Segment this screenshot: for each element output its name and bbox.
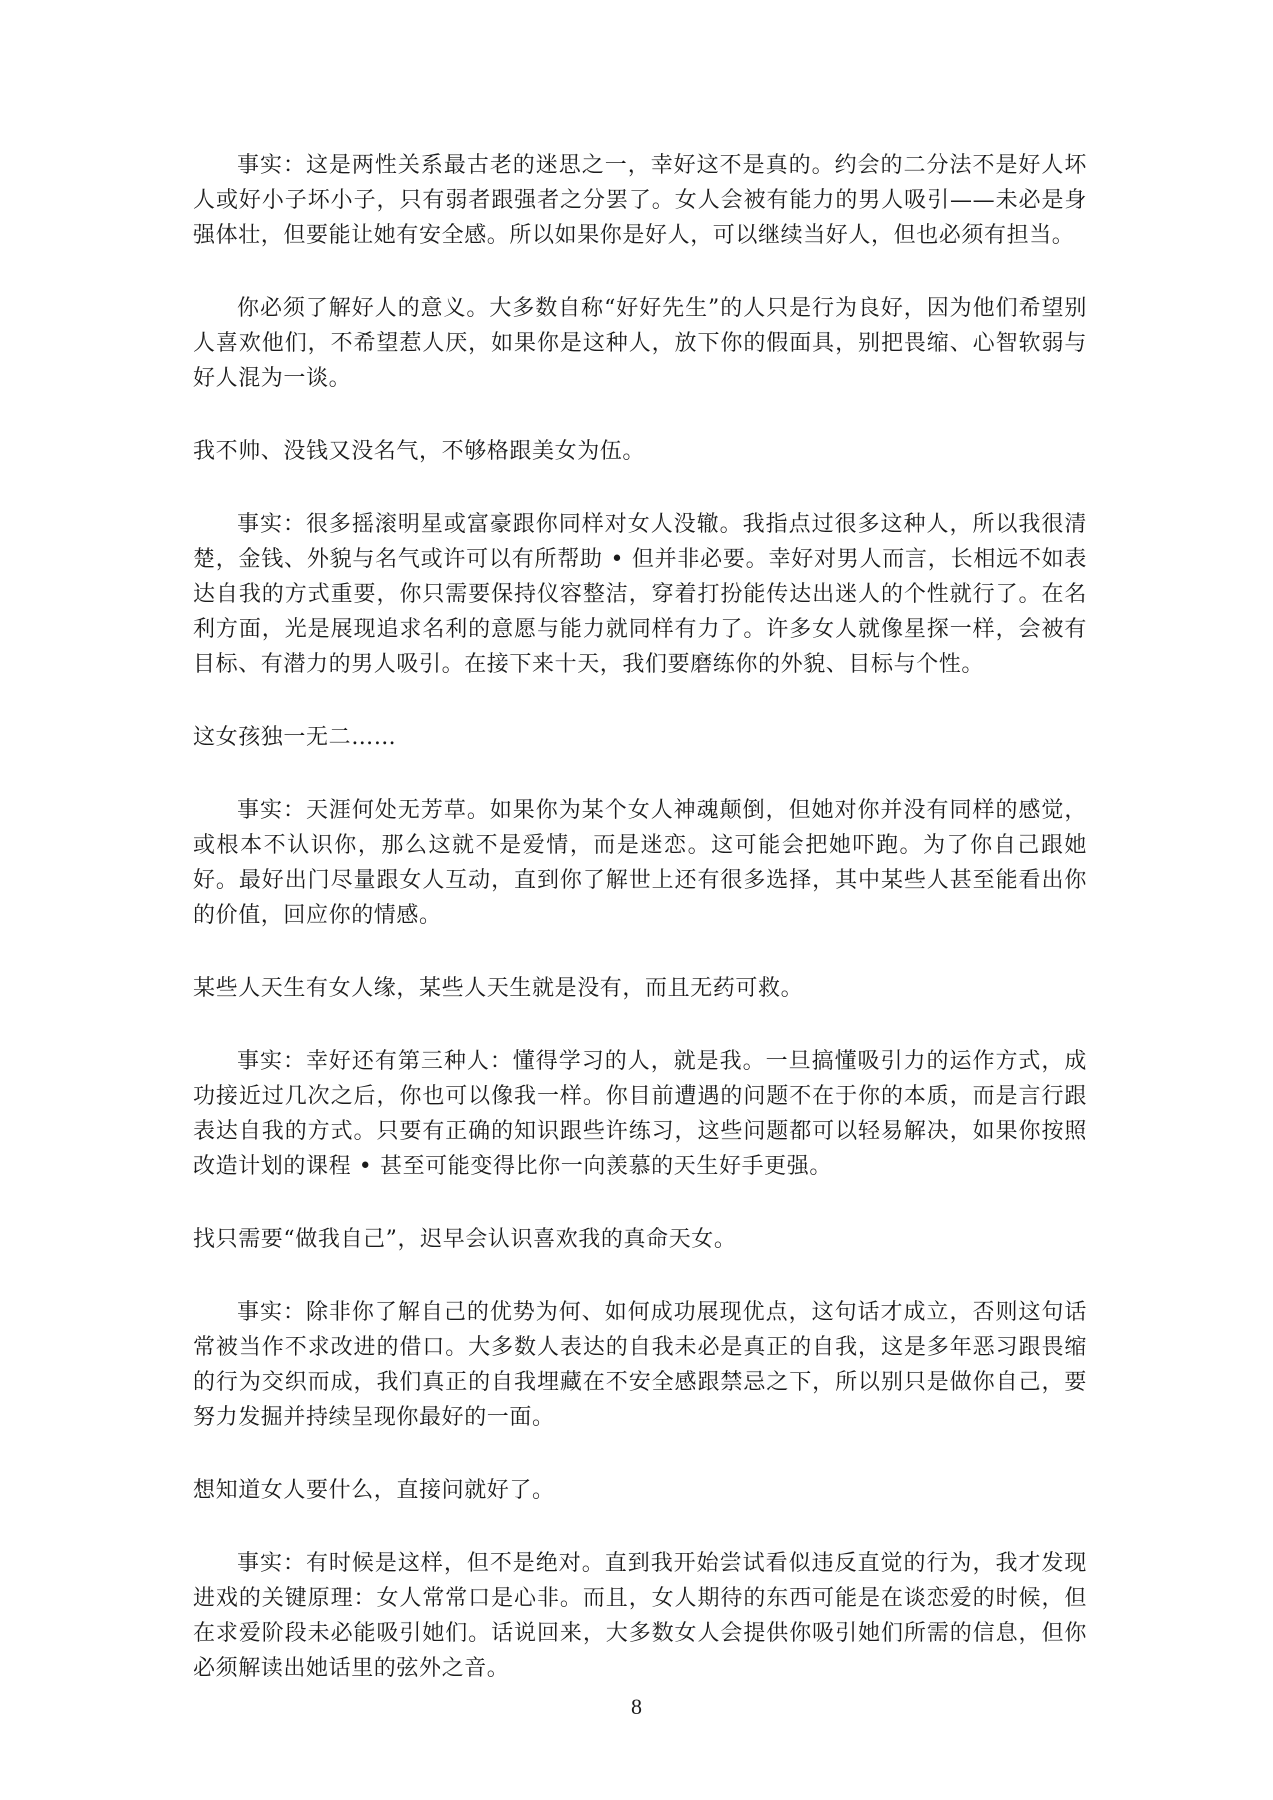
myth-heading: 某些人天生有女人缘，某些人天生就是没有，而且无药可救。 (193, 976, 804, 1001)
paragraph: 事实：天涯何处无芳草。如果你为某个女人神魂颠倒，但她对你并没有同样的感觉，或根本不认识你，那么这就不是爱情，而是迷恋。这可能会把她吓跑。为了你自己跟她好。最好出门尽量跟女人互动，直到你了解世上还有很多选择，其中某些人甚至能看出你的价值，回应你的情感。 (193, 798, 1087, 928)
myth-heading: 想知道女人要什么，直接问就好了。 (193, 1478, 555, 1503)
myth-heading: 我不帅、没钱又没名气，不够格跟美女为伍。 (193, 439, 646, 464)
myth-heading: 找只需要“做我自己”，迟早会认识喜欢我的真命天女。 (193, 1227, 737, 1252)
page-number: 8 (631, 1694, 642, 1719)
paragraph: 事实：有时候是这样，但不是绝对。直到我开始尝试看似违反直觉的行为，我才发现进戏的关键原理：女人常常口是心非。而且，女人期待的东西可能是在谈恋爱的时候，但在求爱阶段未必能吸引她们。话说回来，大多数女人会提供你吸引她们所需的信息，但你必须解读出她话里的弦外之音。 (193, 1551, 1087, 1681)
paragraph: 事实：很多摇滚明星或富豪跟你同样对女人没辙。我指点过很多这种人，所以我很清楚，金钱、外貌与名气或许可以有所帮助 • 但并非必要。幸好对男人而言，长相远不如表达自我的方式重要，你只需要保持仪容整洁，穿着打扮能传达出迷人的个性就行了。在名利方面，光是展现追求名利的意愿与能力就同样有力了。许多女人就像星探一样，会被有目标、有潜力的男人吸引。在接下来十天，我们要磨练你的外貌、目标与个性。 (193, 512, 1087, 677)
paragraph: 事实：除非你了解自己的优势为何、如何成功展现优点，这句话才成立，否则这句话常被当作不求改进的借口。大多数人表达的自我未必是真正的自我，这是多年恶习跟畏缩的行为交织而成，我们真正的自我埋藏在不安全感跟禁忌之下，所以别只是做你自己，要努力发掘并持续呈现你最好的一面。 (193, 1300, 1087, 1430)
body-text (193, 148, 1087, 1686)
paragraph: 你必须了解好人的意义。大多数自称“好好先生”的人只是行为良好，因为他们希望别人喜欢他们，不希望惹人厌，如果你是这种人，放下你的假面具，别把畏缩、心智软弱与好人混为一谈。 (193, 296, 1087, 391)
paragraph: 事实：幸好还有第三种人：懂得学习的人，就是我。一旦搞懂吸引力的运作方式，成功接近过几次之后，你也可以像我一样。你目前遭遇的问题不在于你的本质，而是言行跟表达自我的方式。只要有正确的知识跟些许练习，这些问题都可以轻易解决，如果你按照改造计划的课程 • 甚至可能变得比你一向羡慕的天生好手更强。 (193, 1049, 1087, 1179)
myth-heading: 这女孩独一无二…… (193, 725, 397, 750)
paragraph: 事实：这是两性关系最古老的迷思之一，幸好这不是真的。约会的二分法不是好人坏人或好小子坏小子，只有弱者跟强者之分罢了。女人会被有能力的男人吸引——未必是身强体壮，但要能让她有安全感。所以如果你是好人，可以继续当好人，但也必须有担当。 (193, 153, 1087, 248)
